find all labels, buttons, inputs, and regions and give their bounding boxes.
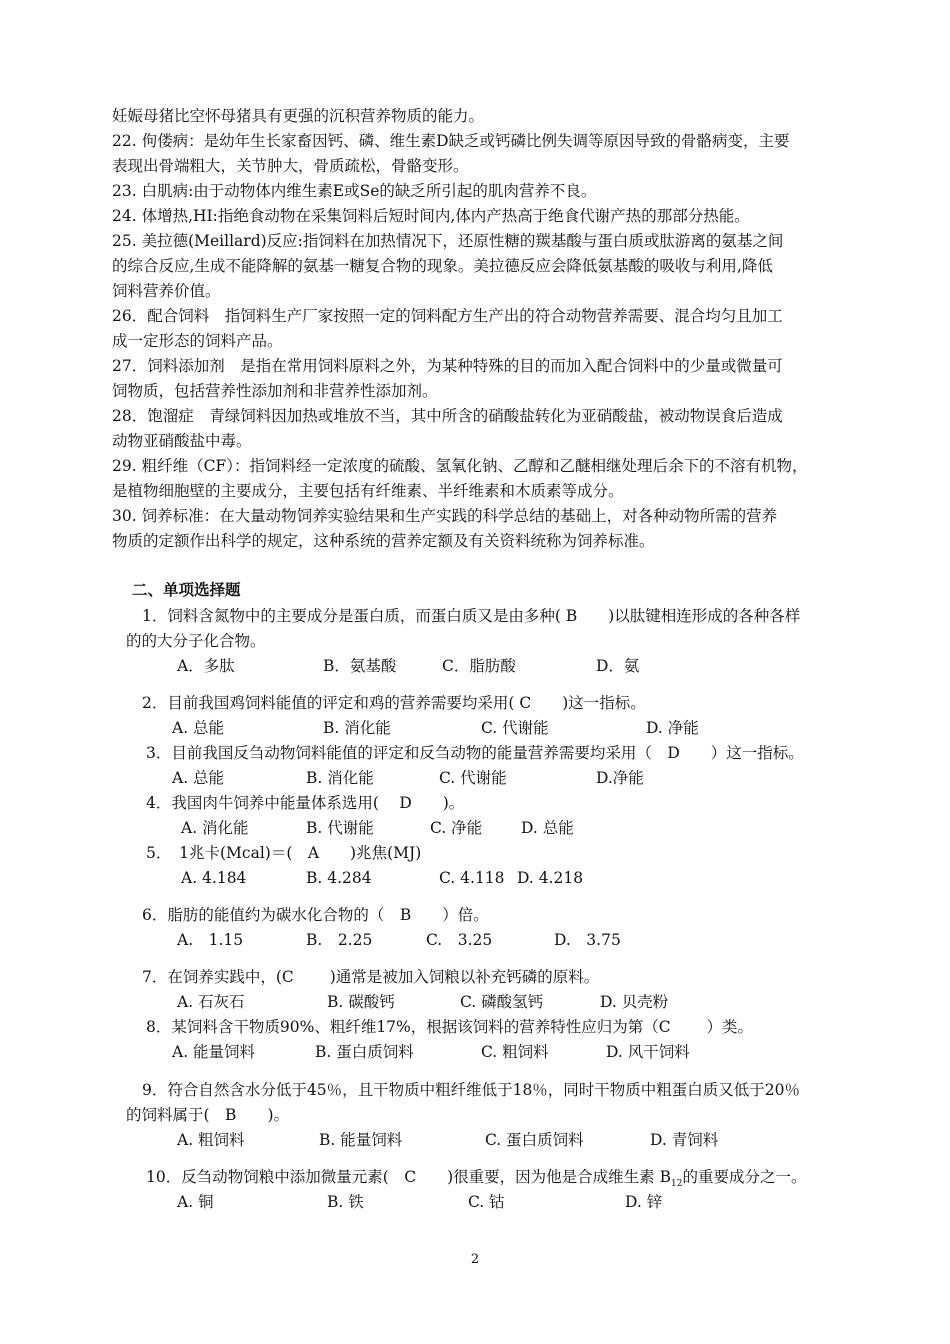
option-b: B. 消化能 bbox=[323, 719, 391, 737]
option-d: D. 总能 bbox=[521, 819, 574, 837]
option-a: A. 粗饲料 bbox=[177, 1131, 245, 1149]
option-d: D．氨 bbox=[596, 657, 640, 675]
section-title: 二、单项选择题 bbox=[132, 580, 241, 599]
option-c: C. 4.118 bbox=[439, 869, 505, 887]
question-stem: 6．脂肪的能值约为碳水化合物的（ B ）倍。 bbox=[142, 906, 489, 924]
option-b: B. 4.284 bbox=[306, 869, 372, 887]
option-c: C．脂肪酸 bbox=[442, 657, 516, 675]
option-d: D. 青饲料 bbox=[650, 1131, 719, 1149]
definition-line: 饲料营养价值。 bbox=[112, 282, 221, 300]
option-a: A. 1.15 bbox=[177, 931, 244, 949]
option-b: B. 能量饲料 bbox=[319, 1131, 403, 1149]
option-d: D. 3.75 bbox=[554, 931, 621, 949]
question-stem: 9．符合自然含水分低于45％，且干物质中粗纤维低于18％，同时干物质中粗蛋白质又低于20％ bbox=[142, 1081, 801, 1099]
option-c: C. 粗饲料 bbox=[481, 1043, 549, 1061]
question-stem: 的饲料属于( B )。 bbox=[126, 1106, 289, 1124]
definition-line: 28．饱溜症 青绿饲料因加热或堆放不当，其中所含的硝酸盐转化为亚硝酸盐，被动物误食后造成 bbox=[112, 407, 783, 425]
definition-line: 27．饲料添加剂 是指在常用饲料原料之外，为某种特殊的目的而加入配合饲料中的少量或微量可 bbox=[112, 357, 783, 375]
definition-line: 的综合反应,生成不能降解的氨基一糖复合物的现象。美拉德反应会降低氨基酸的吸收与利用,降低 bbox=[112, 257, 773, 275]
page-number: 2 bbox=[470, 1252, 480, 1267]
option-d: D. 风干饲料 bbox=[606, 1043, 690, 1061]
option-a: A. 铜 bbox=[177, 1193, 214, 1211]
question-stem bbox=[146, 1167, 806, 1194]
definition-line: 表现出骨端粗大，关节肿大，骨质疏松，骨骼变形。 bbox=[112, 157, 469, 175]
subscript: 12 bbox=[671, 1179, 683, 1190]
option-c: C. 代谢能 bbox=[481, 719, 549, 737]
option-d: D. 4.218 bbox=[517, 869, 584, 887]
question-stem: 2．目前我国鸡饲料能值的评定和鸡的营养需要均采用( C )这一指标。 bbox=[142, 694, 646, 712]
question-stem: 1．饲料含氮物中的主要成分是蛋白质，而蛋白质又是由多种( B )以肽键相连形成的各种各样 bbox=[142, 607, 801, 625]
option-b: B. 蛋白质饲料 bbox=[315, 1043, 414, 1061]
definition-line: 24. 体增热,HI:指绝食动物在采集饲料后短时间内,体内产热高于绝食代谢产热的那部分热能。 bbox=[112, 207, 750, 225]
option-c: C. 代谢能 bbox=[439, 769, 507, 787]
definition-line: 是植物细胞壁的主要成分，主要包括有纤维素、半纤维素和木质素等成分。 bbox=[112, 482, 624, 500]
definition-line: 物质的定额作出科学的规定，这种系统的营养定额及有关资料统称为饲养标准。 bbox=[112, 532, 655, 550]
definition-line: 妊娠母猪比空怀母猪具有更强的沉积营养物质的能力。 bbox=[112, 107, 485, 125]
definition-line: 26．配合饲料 指饲料生产厂家按照一定的饲料配方生产出的符合动物营养需要、混合均匀且加工 bbox=[112, 307, 783, 325]
question-stem: 5． 1兆卡(Mcal)＝( A )兆焦(MJ) bbox=[146, 844, 422, 862]
option-a: A. 石灰石 bbox=[177, 993, 245, 1011]
option-a: A. 4.184 bbox=[181, 869, 247, 887]
option-b: B. 碳酸钙 bbox=[327, 993, 395, 1011]
option-d: D. 贝壳粉 bbox=[600, 993, 669, 1011]
definition-line: 23. 白肌病:由于动物体内维生素E或Se的缺乏所引起的肌肉营养不良。 bbox=[112, 182, 597, 200]
option-b: B. 消化能 bbox=[306, 769, 374, 787]
option-b: B. 铁 bbox=[327, 1193, 364, 1211]
definition-line: 30. 饲养标准：在大量动物饲养实验结果和生产实践的科学总结的基础上，对各种动物所需的营养 bbox=[112, 507, 778, 525]
option-a: A. 总能 bbox=[172, 769, 225, 787]
option-d: D. 锌 bbox=[625, 1193, 663, 1211]
option-b: B. 代谢能 bbox=[306, 819, 374, 837]
question-stem: 的的大分子化合物。 bbox=[126, 632, 266, 650]
question-stem-main: 10．反刍动物饲粮中添加微量元素( C )很重要，因为他是合成维生素 B bbox=[146, 1168, 671, 1186]
option-c: C. 蛋白质饲料 bbox=[485, 1131, 584, 1149]
question-stem: 7．在饲养实践中，(C )通常是被加入饲粮以补充钙磷的原料。 bbox=[142, 968, 600, 986]
option-a: A．多肽 bbox=[177, 657, 235, 675]
definition-line: 25. 美拉德(Meillard)反应:指饲料在加热情况下，还原性糖的羰基酸与蛋白质或肽游离的氨基之间 bbox=[112, 232, 784, 250]
option-c: C. 净能 bbox=[430, 819, 483, 837]
definition-line: 22. 佝偻病：是幼年生长家畜因钙、磷、维生素D缺乏或钙磷比例失调等原因导致的骨骼病变，主要 bbox=[112, 132, 790, 150]
definition-line: 饲物质，包括营养性添加剂和非营养性添加剂。 bbox=[112, 382, 438, 400]
option-d: D. 净能 bbox=[646, 719, 699, 737]
option-b: B．氨基酸 bbox=[323, 657, 397, 675]
question-stem-tail: 的重要成分之一。 bbox=[682, 1168, 807, 1186]
question-stem: 4．我国肉牛饲养中能量体系选用( D )。 bbox=[146, 794, 465, 812]
option-a: A. 能量饲料 bbox=[172, 1043, 256, 1061]
option-a: A. 总能 bbox=[172, 719, 225, 737]
option-b: B. 2.25 bbox=[306, 931, 373, 949]
definition-line: 动物亚硝酸盐中毒。 bbox=[112, 432, 252, 450]
option-c: C. 钴 bbox=[468, 1193, 505, 1211]
option-c: C. 3.25 bbox=[426, 931, 493, 949]
question-stem: 8．某饲料含干物质90%、粗纤维17%，根据该饲料的营养特性应归为第（C ）类。 bbox=[146, 1018, 754, 1036]
option-c: C. 磷酸氢钙 bbox=[460, 993, 544, 1011]
option-a: A. 消化能 bbox=[181, 819, 249, 837]
definition-line: 成一定形态的饲料产品。 bbox=[112, 332, 283, 350]
option-d: D.净能 bbox=[596, 769, 644, 787]
question-stem: 3．目前我国反刍动物饲料能值的评定和反刍动物的能量营养需要均采用（ D ）这一指标。 bbox=[146, 744, 804, 762]
definition-line: 29. 粗纤维（CF）：指饲料经一定浓度的硫酸、氢氧化钠、乙醇和乙醚相继处理后余下的不溶有机物， bbox=[112, 457, 808, 475]
